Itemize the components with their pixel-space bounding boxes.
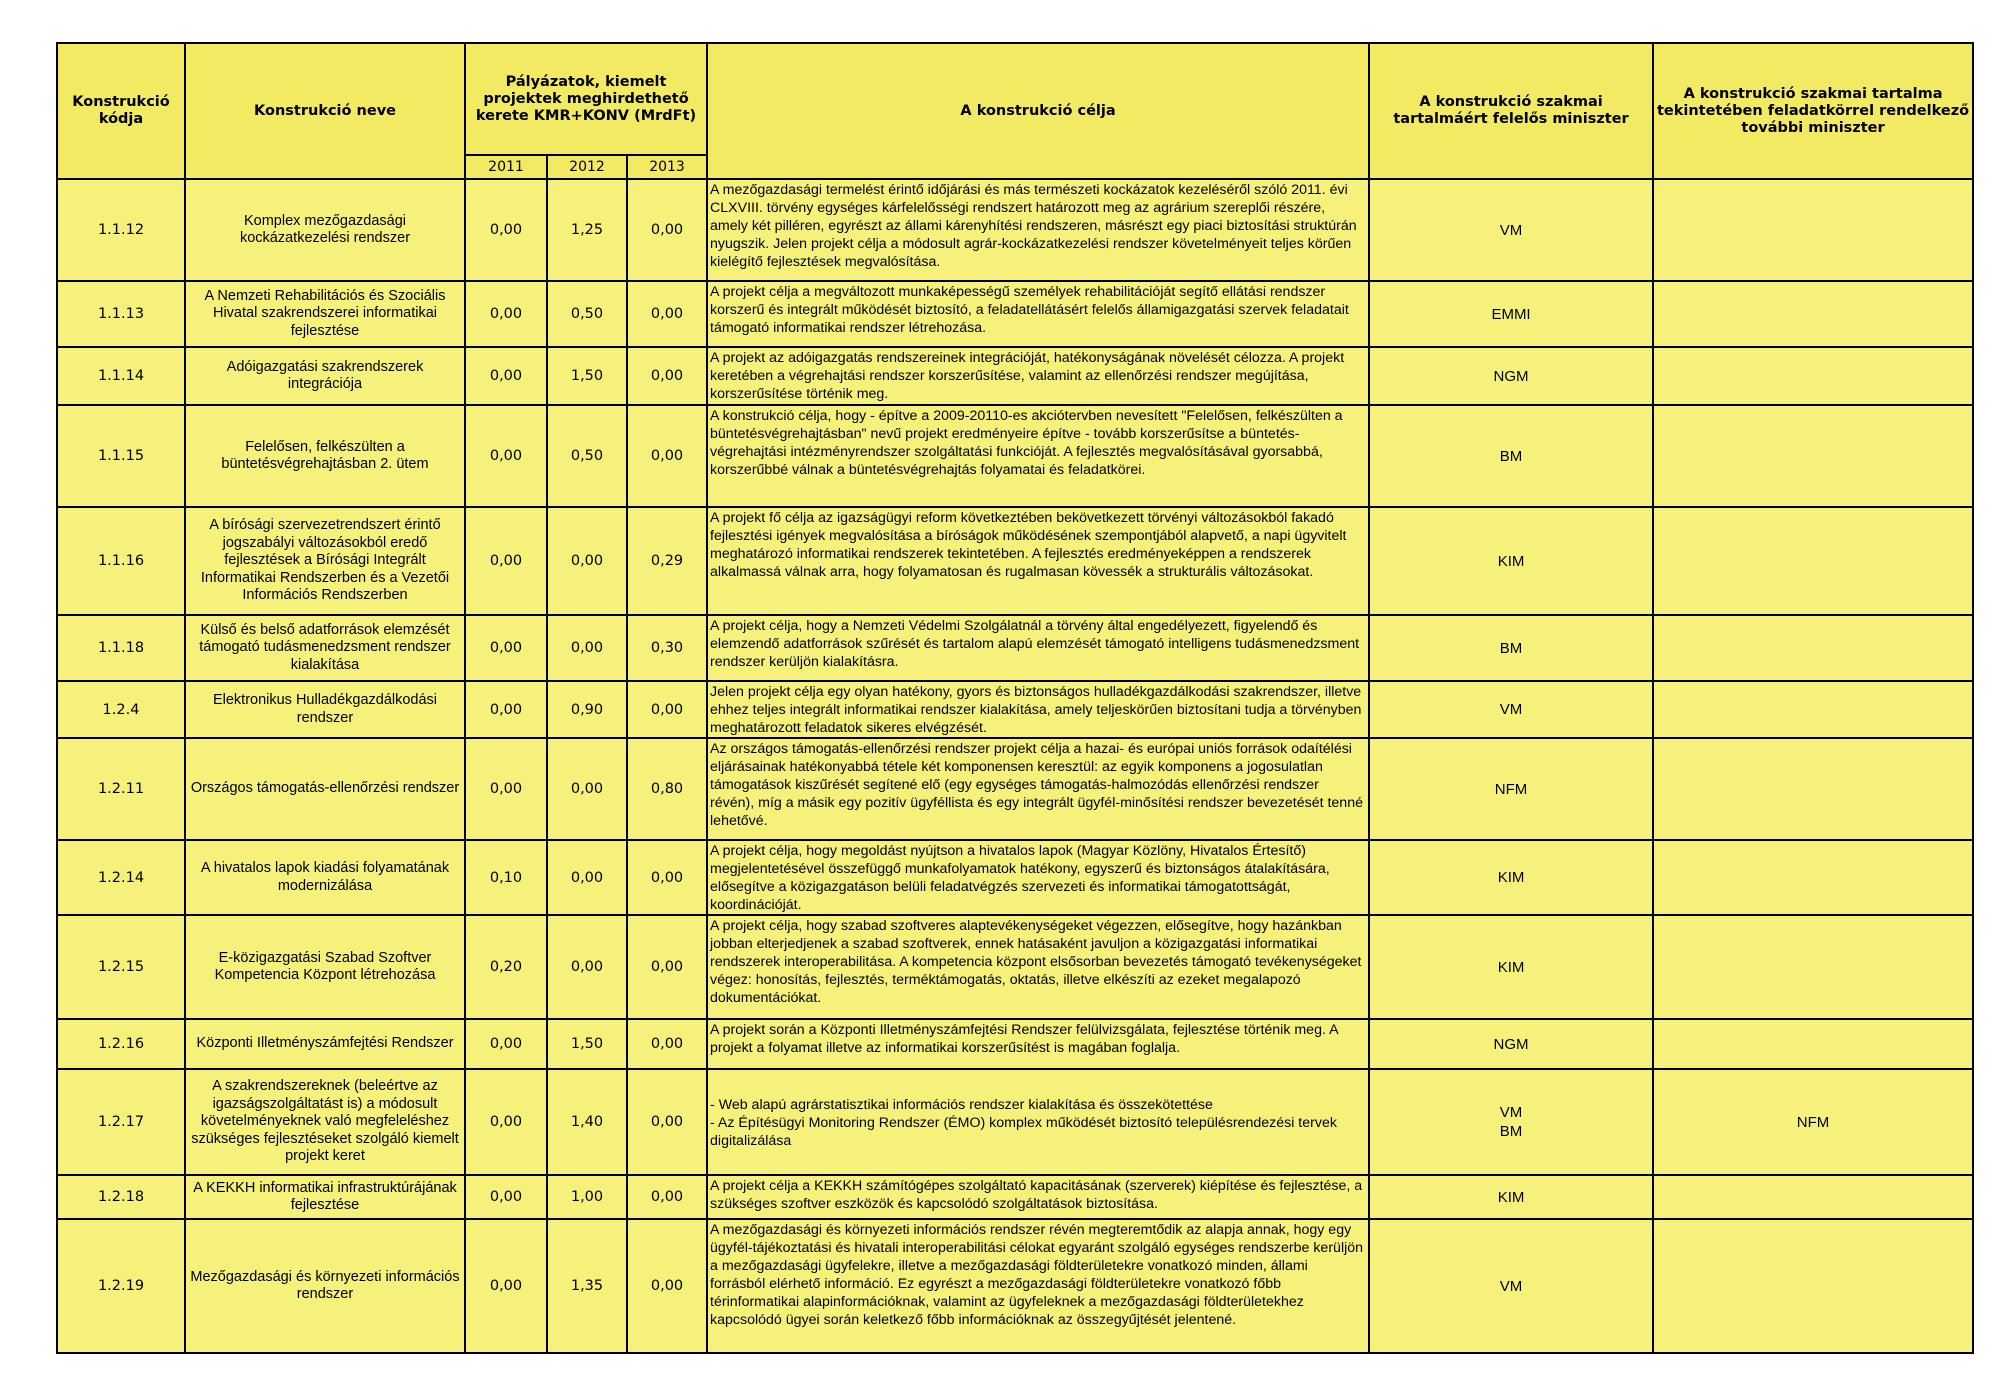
cell-value-2011: 0,00 bbox=[465, 179, 547, 281]
table-row bbox=[57, 1219, 1973, 1353]
cell-other-minister bbox=[1653, 915, 1973, 1019]
cell-value-2013: 0,30 bbox=[627, 615, 707, 681]
cell-name: Központi Illetményszámfejtési Rendszer bbox=[185, 1019, 465, 1069]
cell-value-2013: 0,00 bbox=[627, 405, 707, 507]
header-year-2011: 2011 bbox=[465, 155, 547, 179]
cell-other-minister bbox=[1653, 738, 1973, 840]
cell-minister: KIM bbox=[1369, 507, 1653, 615]
cell-other-minister bbox=[1653, 681, 1973, 738]
cell-goal: A mezőgazdasági termelést érintő időjárási és más természeti kockázatok kezeléséről szóló 2011. évi CLXVIII. törvény egységes kárfelelősségi rendszert határozott meg az agrárium szereplői részére, amely két pilléren, egyrészt az állami kárenyhítési rendszeren, másrészt egy piaci biztosítási struktúrán nyugszik. Jelen projekt célja a módosult agrár-kockázatkezelési rendszer követelményeit teljes körűen kielégítő fejlesztések megvalósítása. bbox=[707, 179, 1369, 281]
table-row bbox=[57, 1175, 1973, 1219]
header-goal: A konstrukció célja bbox=[707, 43, 1369, 179]
cell-other-minister bbox=[1653, 615, 1973, 681]
cell-name: Mezőgazdasági és környezeti információs rendszer bbox=[185, 1219, 465, 1353]
cell-value-2012: 0,00 bbox=[547, 738, 627, 840]
cell-code: 1.2.15 bbox=[57, 915, 185, 1019]
table-row bbox=[57, 681, 1973, 738]
cell-other-minister bbox=[1653, 1175, 1973, 1219]
cell-value-2012: 0,90 bbox=[547, 681, 627, 738]
cell-value-2013: 0,00 bbox=[627, 1219, 707, 1353]
cell-minister: EMMI bbox=[1369, 281, 1653, 347]
cell-goal: Az országos támogatás-ellenőrzési rendszer projekt célja a hazai- és európai uniós források odaítélési eljárásainak hatékonyabbá tétele két komponensen keresztül: az egyik komponens a jogosulatlan támogatások kiszűrését segítené elő (egy egységes támogatás-halmozódás ellenőrzési rendszer révén), míg a másik egy pozitív ügyféllista és egy integrált ügyfél-minősítési rendszer bevezetését tenné lehetővé. bbox=[707, 738, 1369, 840]
cell-name: E-közigazgatási Szabad Szoftver Kompetencia Központ létrehozása bbox=[185, 915, 465, 1019]
header-year-2013: 2013 bbox=[627, 155, 707, 179]
cell-other-minister: NFM bbox=[1653, 1069, 1973, 1175]
header-code: Konstrukció kódja bbox=[57, 43, 185, 179]
cell-minister: KIM bbox=[1369, 1175, 1653, 1219]
cell-value-2012: 0,00 bbox=[547, 840, 627, 915]
cell-code: 1.2.11 bbox=[57, 738, 185, 840]
cell-goal: Jelen projekt célja egy olyan hatékony, gyors és biztonságos hulladékgazdálkodási szakrendszer, illetve ehhez teljes integrált informatikai rendszer kialakítása, amely teljeskörűen biztosítani tudja a törvényben meghatározott feladatok sikeres elvégzését. bbox=[707, 681, 1369, 738]
table-row bbox=[57, 915, 1973, 1019]
cell-value-2011: 0,00 bbox=[465, 615, 547, 681]
cell-value-2013: 0,29 bbox=[627, 507, 707, 615]
cell-value-2011: 0,00 bbox=[465, 347, 547, 405]
cell-value-2013: 0,00 bbox=[627, 1175, 707, 1219]
cell-value-2013: 0,00 bbox=[627, 681, 707, 738]
cell-goal: A projekt célja, hogy a Nemzeti Védelmi Szolgálatnál a törvény által engedélyezett, figyelendő és elemzendő adatforrások szűrését és tartalom alapú elemzését támogató intelligens tudásmenedzsment rendszer kerüljön kialakításra. bbox=[707, 615, 1369, 681]
cell-name: A bírósági szervezetrendszert érintő jogszabályi változásokból eredő fejlesztések a Bírósági Integrált Informatikai Rendszerben és a Vezetői Információs Rendszerben bbox=[185, 507, 465, 615]
cell-value-2011: 0,00 bbox=[465, 1069, 547, 1175]
cell-value-2013: 0,00 bbox=[627, 179, 707, 281]
cell-goal: A projekt célja a megváltozott munkaképességű személyek rehabilitációját segítő ellátási rendszer korszerű és integrált működését biztosító, a feladatellátásért felelős államigazgatási szervek feladatait támogató informatikai rendszer létrehozása. bbox=[707, 281, 1369, 347]
cell-goal: A projekt célja a KEKKH számítógépes szolgáltató kapacitásának (szerverek) kiépítése és fejlesztése, a szükséges szoftver eszközök és kapcsolódó szolgáltatások biztosítása. bbox=[707, 1175, 1369, 1219]
table-row bbox=[57, 1019, 1973, 1069]
cell-code: 1.1.15 bbox=[57, 405, 185, 507]
header-budget: Pályázatok, kiemelt projektek meghirdethető kerete KMR+KONV (MrdFt) bbox=[465, 43, 707, 155]
cell-code: 1.2.17 bbox=[57, 1069, 185, 1175]
cell-value-2011: 0,00 bbox=[465, 507, 547, 615]
cell-code: 1.2.4 bbox=[57, 681, 185, 738]
cell-minister: VM bbox=[1369, 681, 1653, 738]
cell-name: A hivatalos lapok kiadási folyamatának modernizálása bbox=[185, 840, 465, 915]
cell-value-2012: 0,50 bbox=[547, 405, 627, 507]
cell-code: 1.1.12 bbox=[57, 179, 185, 281]
cell-value-2012: 1,25 bbox=[547, 179, 627, 281]
cell-goal: A projekt során a Központi Illetményszámfejtési Rendszer felülvizsgálata, fejlesztése történik meg. A projekt a folyamat illetve az informatikai korszerűsítést is magában foglalja. bbox=[707, 1019, 1369, 1069]
cell-other-minister bbox=[1653, 281, 1973, 347]
header-name: Konstrukció neve bbox=[185, 43, 465, 179]
cell-value-2012: 1,50 bbox=[547, 347, 627, 405]
cell-value-2011: 0,00 bbox=[465, 281, 547, 347]
cell-value-2011: 0,00 bbox=[465, 1019, 547, 1069]
table-row bbox=[57, 1069, 1973, 1175]
cell-value-2011: 0,20 bbox=[465, 915, 547, 1019]
cell-other-minister bbox=[1653, 507, 1973, 615]
cell-minister: VM bbox=[1369, 1219, 1653, 1353]
cell-goal: - Web alapú agrárstatisztikai információs rendszer kialakítása és összekötettése - Az Építésügyi Monitoring Rendszer (ÉMO) komplex működését biztosító településrendezési tervek digitalizálása bbox=[707, 1069, 1369, 1175]
cell-goal: A projekt az adóigazgatás rendszereinek integrációját, hatékonyságának növelését célozza. A projekt keretében a végrehajtási rendszer korszerűsítése, valamint az ellenőrzési rendszer megújítása, korszerűsítése történik meg. bbox=[707, 347, 1369, 405]
cell-value-2013: 0,00 bbox=[627, 1069, 707, 1175]
table-row bbox=[57, 840, 1973, 915]
cell-other-minister bbox=[1653, 1019, 1973, 1069]
table-row bbox=[57, 281, 1973, 347]
cell-name: Külső és belső adatforrások elemzését támogató tudásmenedzsment rendszer kialakítása bbox=[185, 615, 465, 681]
table-body bbox=[57, 179, 1973, 1353]
cell-value-2011: 0,00 bbox=[465, 1175, 547, 1219]
cell-goal: A projekt célja, hogy szabad szoftveres alaptevékenységeket végezzen, elősegítve, hogy hazánkban jobban elterjedjenek a szabad szoftverek, ennek hatásaként javuljon a közigazgatási informatikai rendszerek interoperabilitása. A kompetencia központ elsősorban bevezetés támogató tevékenységeket végez: honosítás, fejlesztés, terméktámogatás, oktatás, illetve elkészíti az ezeket megalapozó dokumentációkat. bbox=[707, 915, 1369, 1019]
cell-value-2011: 0,10 bbox=[465, 840, 547, 915]
cell-name: A KEKKH informatikai infrastruktúrájának fejlesztése bbox=[185, 1175, 465, 1219]
table-row bbox=[57, 738, 1973, 840]
header-minister: A konstrukció szakmai tartalmáért felelős miniszter bbox=[1369, 43, 1653, 179]
cell-value-2012: 1,00 bbox=[547, 1175, 627, 1219]
table-row bbox=[57, 347, 1973, 405]
cell-minister: BM bbox=[1369, 615, 1653, 681]
cell-value-2013: 0,00 bbox=[627, 347, 707, 405]
cell-code: 1.2.18 bbox=[57, 1175, 185, 1219]
cell-goal: A mezőgazdasági és környezeti információs rendszer révén megteremtődik az alapja annak, hogy egy ügyfél-tájékoztatási és hivatali interoperabilitási célokat egyaránt szolgáló egységes rendszerbe kerüljön a mezőgazdasági ügyfelekre, illetve a mezőgazdasági földterületekre vonatkozó minden, állami forrásból elérhető információ. Ez egyrészt a mezőgazdasági földterületekre vonatkozó főbb térinformatikai alapinformációknak, valamint az ügyfeleknek a mezőgazdasági földterületekhez kapcsolódó ügyei során keletkező főbb információknak az összegyűjtését jelentené. bbox=[707, 1219, 1369, 1353]
cell-code: 1.2.14 bbox=[57, 840, 185, 915]
cell-code: 1.1.13 bbox=[57, 281, 185, 347]
cell-minister: BM bbox=[1369, 405, 1653, 507]
cell-name: Komplex mezőgazdasági kockázatkezelési rendszer bbox=[185, 179, 465, 281]
cell-other-minister bbox=[1653, 179, 1973, 281]
cell-value-2012: 0,50 bbox=[547, 281, 627, 347]
header-year-2012: 2012 bbox=[547, 155, 627, 179]
cell-other-minister bbox=[1653, 347, 1973, 405]
cell-other-minister bbox=[1653, 1219, 1973, 1353]
cell-value-2013: 0,00 bbox=[627, 281, 707, 347]
cell-name: Elektronikus Hulladékgazdálkodási rendszer bbox=[185, 681, 465, 738]
cell-code: 1.2.19 bbox=[57, 1219, 185, 1353]
cell-value-2013: 0,00 bbox=[627, 1019, 707, 1069]
cell-value-2012: 0,00 bbox=[547, 915, 627, 1019]
cell-value-2012: 1,50 bbox=[547, 1019, 627, 1069]
cell-value-2011: 0,00 bbox=[465, 681, 547, 738]
cell-other-minister bbox=[1653, 405, 1973, 507]
cell-code: 1.1.16 bbox=[57, 507, 185, 615]
cell-code: 1.2.16 bbox=[57, 1019, 185, 1069]
cell-minister: KIM bbox=[1369, 915, 1653, 1019]
document-page bbox=[56, 42, 1974, 1354]
cell-code: 1.1.18 bbox=[57, 615, 185, 681]
cell-minister: KIM bbox=[1369, 840, 1653, 915]
cell-value-2013: 0,00 bbox=[627, 915, 707, 1019]
table-row bbox=[57, 507, 1973, 615]
cell-code: 1.1.14 bbox=[57, 347, 185, 405]
cell-value-2012: 0,00 bbox=[547, 507, 627, 615]
cell-goal: A projekt célja, hogy megoldást nyújtson a hivatalos lapok (Magyar Közlöny, Hivatalos Értesítő) megjelentetésével összefüggő munkafolyamatok hatékony, egyszerű és biztonságos átalakítására, elősegítve a közigazgatáson belüli feladatvégzés szervezeti és informatikai támogatottságát, koordinációját. bbox=[707, 840, 1369, 915]
cell-minister: VM bbox=[1369, 179, 1653, 281]
cell-value-2011: 0,00 bbox=[465, 738, 547, 840]
cell-name: Országos támogatás-ellenőrzési rendszer bbox=[185, 738, 465, 840]
cell-name: Adóigazgatási szakrendszerek integrációja bbox=[185, 347, 465, 405]
cell-minister: NGM bbox=[1369, 347, 1653, 405]
construction-table bbox=[56, 42, 1974, 1354]
cell-minister: NGM bbox=[1369, 1019, 1653, 1069]
table-row bbox=[57, 405, 1973, 507]
cell-minister: VM BM bbox=[1369, 1069, 1653, 1175]
table-row bbox=[57, 615, 1973, 681]
cell-value-2013: 0,80 bbox=[627, 738, 707, 840]
cell-value-2012: 1,35 bbox=[547, 1219, 627, 1353]
cell-name: A szakrendszereknek (beleértve az igazságszolgáltatást is) a módosult követelményeknek való megfeleléshez szükséges fejlesztéseket szolgáló kiemelt projekt keret bbox=[185, 1069, 465, 1175]
cell-goal: A konstrukció célja, hogy - építve a 2009-20110-es akciótervben nevesített "Felelősen, felkészülten a büntetésvégrehajtásban" nevű projekt eredményeire építve - tovább korszerűsítse a büntetés-végrehajtási intézményrendszer szolgáltatási funkcióját. A fejlesztés megvalósításával gyorsabbá, korszerűbbé válnak a büntetésvégrehajtás folyamatai és feladatkörei. bbox=[707, 405, 1369, 507]
header-other-minister: A konstrukció szakmai tartalma tekintetében feladatkörrel rendelkező további miniszter bbox=[1653, 43, 1973, 179]
cell-other-minister bbox=[1653, 840, 1973, 915]
cell-value-2013: 0,00 bbox=[627, 840, 707, 915]
cell-value-2012: 1,40 bbox=[547, 1069, 627, 1175]
cell-value-2011: 0,00 bbox=[465, 405, 547, 507]
cell-goal: A projekt fő célja az igazságügyi reform következtében bekövetkezett törvényi változásokból fakadó fejlesztési igények megvalósítása a bíróságok működésének szempontjából alapvető, a napi ügyvitelt meghatározó informatikai rendszerek tekintetében. A fejlesztés eredményeképpen a rendszerek alkalmassá válnak arra, hogy folyamatosan és rugalmasan kövessék a strukturális változásokat. bbox=[707, 507, 1369, 615]
cell-name: Felelősen, felkészülten a büntetésvégrehajtásban 2. ütem bbox=[185, 405, 465, 507]
cell-minister: NFM bbox=[1369, 738, 1653, 840]
cell-value-2012: 0,00 bbox=[547, 615, 627, 681]
cell-value-2011: 0,00 bbox=[465, 1219, 547, 1353]
cell-name: A Nemzeti Rehabilitációs és Szociális Hivatal szakrendszerei informatikai fejlesztése bbox=[185, 281, 465, 347]
table-row bbox=[57, 179, 1973, 281]
